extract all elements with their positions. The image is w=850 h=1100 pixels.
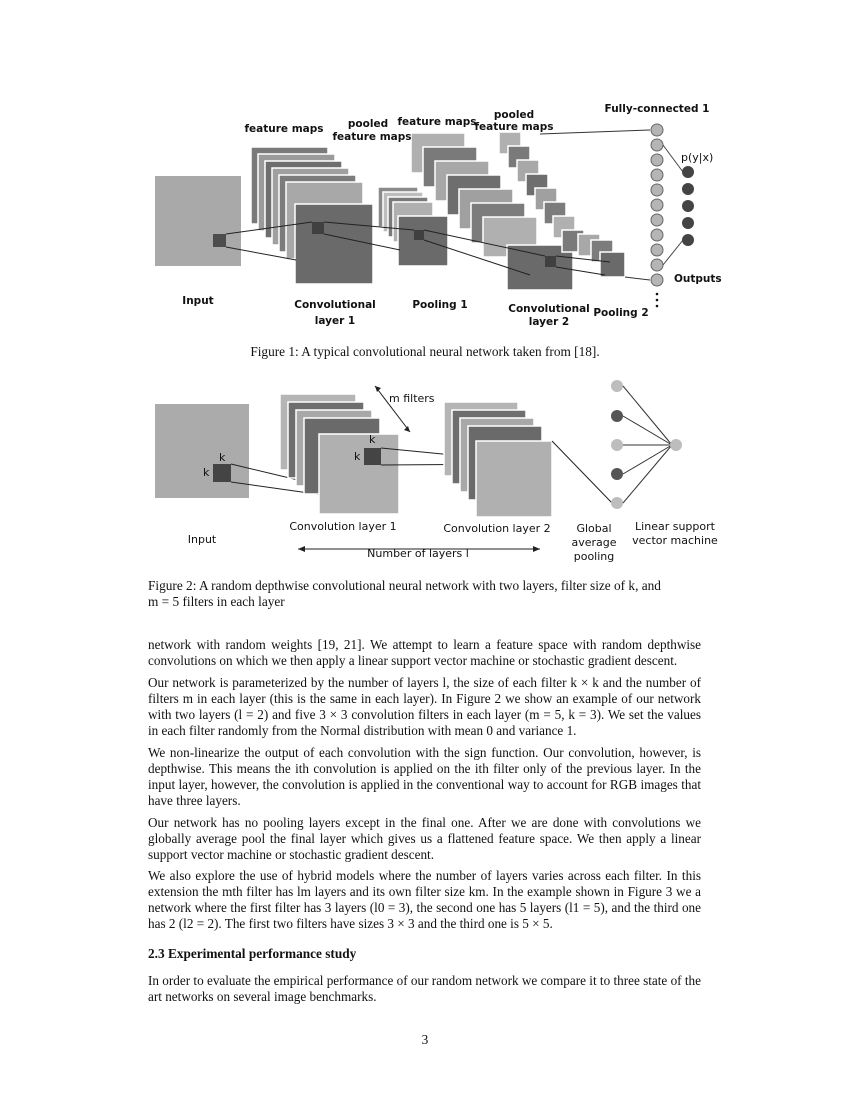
input-filter bbox=[213, 464, 231, 482]
section-heading: 2.3 Experimental performance study bbox=[148, 946, 357, 961]
label-conv1b: layer 1 bbox=[314, 315, 356, 327]
paragraph-2: Our network is parameterized by the number of layers l, the size of each filter k × k and the number of filters m in each layer (this is the same in each layer). In Figure 2 we show an example of our network with two layers (l = 2) and five 3 × 3 convolution filters in each layer (m = 5, k = 3). We set the values in each filter randomly from the Normal distribution with mean 0 and variance 1. bbox=[148, 675, 701, 738]
label-k-conv-top: k bbox=[369, 433, 376, 446]
label-pool1: Pooling 1 bbox=[412, 299, 468, 311]
label-feature-maps-1: feature maps bbox=[244, 123, 324, 135]
label-conv2: Convolution layer 2 bbox=[443, 522, 551, 535]
label-input: Input bbox=[182, 295, 214, 307]
paragraph-3: We non-linearize the output of each convolution with the sign function. Our convolution, however, is depthwise. This means the ith convolution is applied on the ith filter only of the previous layer. In the input layer, however, the convolution is applied in the conventional way to account for RGB images that have three layers. bbox=[148, 745, 701, 808]
label-conv1a: Convolutional bbox=[294, 299, 376, 311]
page-number: 3 bbox=[421, 1032, 429, 1047]
figure-2-caption bbox=[148, 578, 701, 610]
label-pyx: p(y|x) bbox=[681, 151, 714, 164]
input-receptive-field bbox=[213, 234, 226, 247]
conv1-filters bbox=[280, 394, 399, 514]
label-gap1: Global bbox=[576, 522, 612, 535]
label-outputs: Outputs bbox=[674, 273, 722, 285]
input-image bbox=[155, 404, 249, 498]
input-image bbox=[155, 176, 241, 266]
label-conv2b: layer 2 bbox=[528, 316, 570, 328]
label-gap3: pooling bbox=[573, 550, 615, 563]
label-svm1: Linear support bbox=[635, 520, 715, 533]
figure-2-caption-line1: Figure 2: A random depthwise convolutional neural network with two layers, filter size of k, and bbox=[148, 578, 661, 593]
label-fc1: Fully-connected 1 bbox=[604, 103, 710, 115]
label-k-conv-left: k bbox=[354, 450, 361, 463]
label-pool2: Pooling 2 bbox=[593, 307, 649, 319]
figure-1-diagram bbox=[0, 95, 850, 340]
figure-1-caption: Figure 1: A typical convolutional neural network taken from [18]. bbox=[250, 344, 600, 359]
label-k-input-left: k bbox=[203, 466, 210, 479]
label-gap2: average bbox=[571, 536, 617, 549]
conv2-filters bbox=[444, 402, 552, 517]
label-number-of-layers: Number of layers l bbox=[367, 547, 469, 560]
label-k-input-top: k bbox=[219, 451, 226, 464]
gap-nodes bbox=[611, 380, 682, 509]
figure-2-caption-line2: m = 5 filters in each layer bbox=[148, 594, 285, 609]
label-pooled-2b: feature maps bbox=[474, 121, 554, 133]
figure-1 bbox=[0, 95, 850, 340]
label-input: Input bbox=[187, 533, 217, 546]
paragraph-4: Our network has no pooling layers except in the final one. After we are done with convolutions we globally average pool the final layer which gives us a flattened feature space. We then apply a linear support vector machine or stochastic gradient descent. bbox=[148, 815, 701, 862]
paragraph-5: We also explore the use of hybrid models where the number of layers varies across each filter. In this extension the mth filter has lm layers and its own filter size km. In the example shown in Figure 3 we a network where the first filter has 3 layers (l0 = 3), the second one has 5 layers (l1 = 5), and the third one has 2 (l2 = 2). The first two filters have sizes 3 × 3 and the third one is 5 × 5. bbox=[148, 868, 701, 931]
label-svm2: vector machine bbox=[632, 534, 718, 547]
label-m-filters: m filters bbox=[389, 392, 435, 405]
label-pooled-1: pooled bbox=[347, 118, 389, 130]
label-pooled-1b: feature maps bbox=[332, 131, 412, 143]
label-conv1: Convolution layer 1 bbox=[289, 520, 397, 533]
figure-2 bbox=[0, 375, 850, 570]
label-feature-maps-2: feature maps bbox=[397, 116, 477, 128]
conv1-stack bbox=[251, 147, 373, 284]
paragraph-6: In order to evaluate the empirical performance of our random network we compare it to three state of the art networks on several image benchmarks. bbox=[148, 973, 701, 1004]
paragraph-1: network with random weights [19, 21]. We attempt to learn a feature space with random depthwise convolutions on which we then apply a linear support vector machine or stochastic gradient descent. bbox=[148, 637, 701, 668]
label-pooled-2: pooled bbox=[493, 109, 535, 121]
figure-2-diagram bbox=[0, 375, 850, 570]
label-conv2a: Convolutional bbox=[508, 303, 590, 315]
fc1-nodes bbox=[651, 124, 663, 307]
